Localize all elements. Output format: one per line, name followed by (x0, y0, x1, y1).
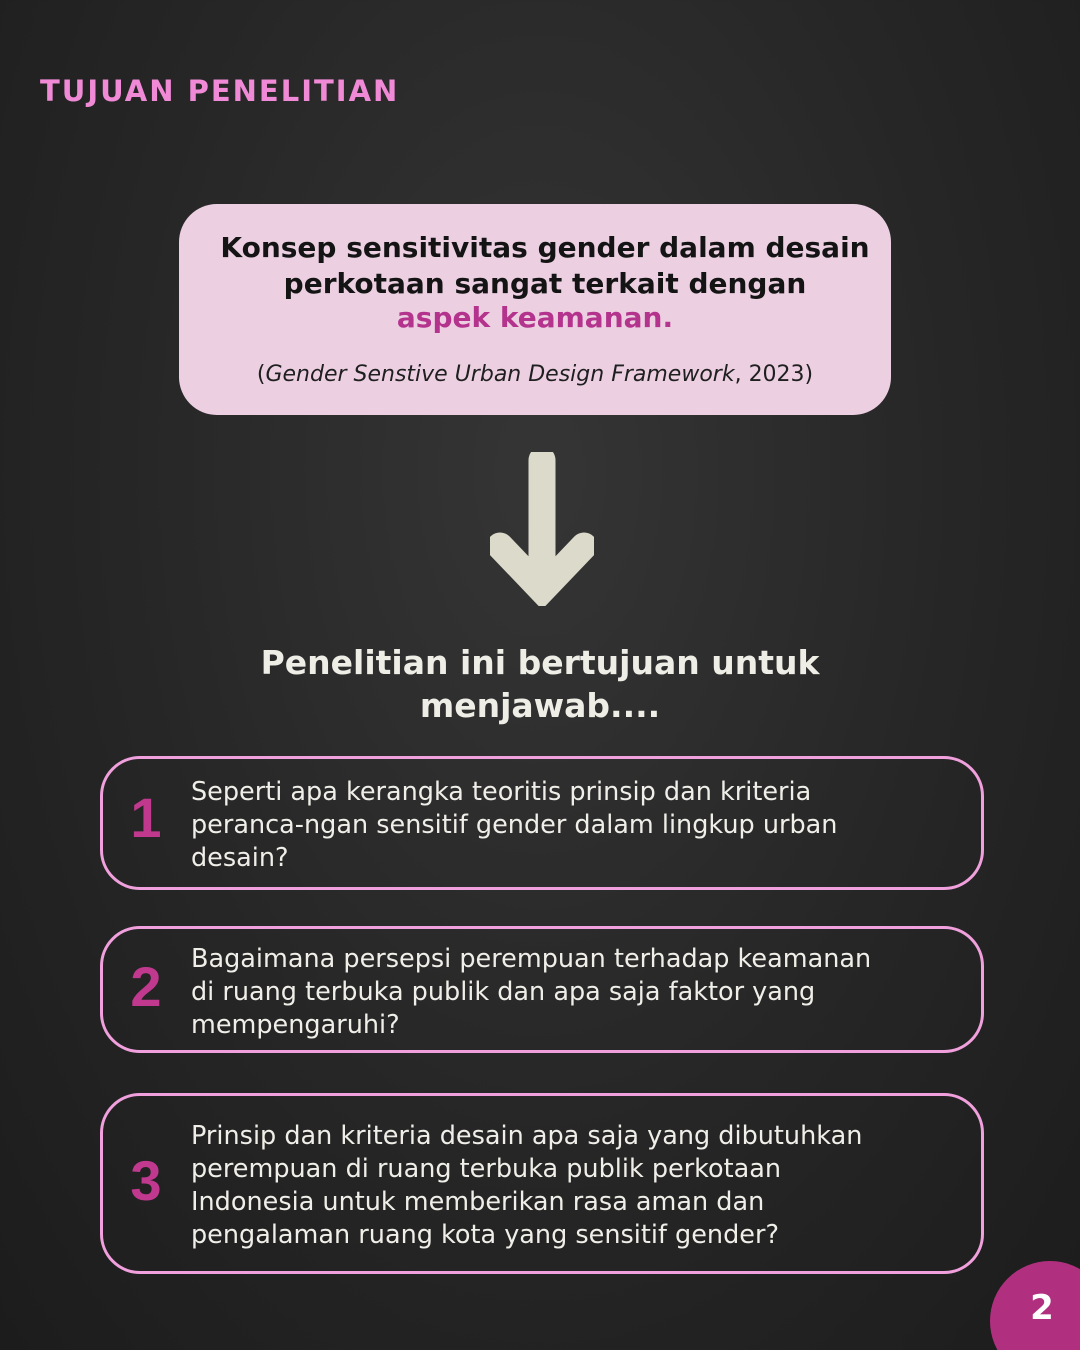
question-number: 2 (130, 955, 162, 1018)
page-number: 2 (1030, 1288, 1054, 1328)
question-card-1 (100, 756, 984, 890)
lead-text: Penelitian ini bertujuan untuk menjawab.... (260, 643, 820, 725)
question-text: Seperti apa kerangka teoritis prinsip dan kriteria peranca-ngan sensitif gender dalam lingkup urban desain? (191, 777, 838, 873)
question-card-3 (100, 1093, 984, 1274)
question-number: 3 (130, 1149, 162, 1212)
citation-year: , 2023) (734, 362, 814, 387)
question-text: Prinsip dan kriteria desain apa saja yang dibutuhkan perempuan di ruang terbuka publik perkotaan Indonesia untuk memberikan rasa aman dan pengalaman ruang kota yang sensitif gender? (191, 1121, 863, 1250)
section-title: TUJUAN PENELITIAN (40, 74, 400, 108)
quote-accent-text: aspek keamanan. (396, 301, 674, 334)
citation-title: Gender Senstive Urban Design Framework (265, 362, 735, 387)
question-text: Bagaimana persepsi perempuan terhadap keamanan di ruang terbuka publik dan apa saja faktor yang mempengaruhi? (191, 944, 872, 1040)
quote-citation (179, 361, 891, 389)
question-card-2 (100, 926, 984, 1053)
quote-main-text: Konsep sensitivitas gender dalam desain perkotaan sangat terkait dengan (220, 231, 870, 300)
arrow-down-icon (490, 452, 594, 606)
quote-card (179, 204, 891, 415)
question-number: 1 (130, 786, 162, 849)
citation-open: ( (256, 362, 266, 387)
